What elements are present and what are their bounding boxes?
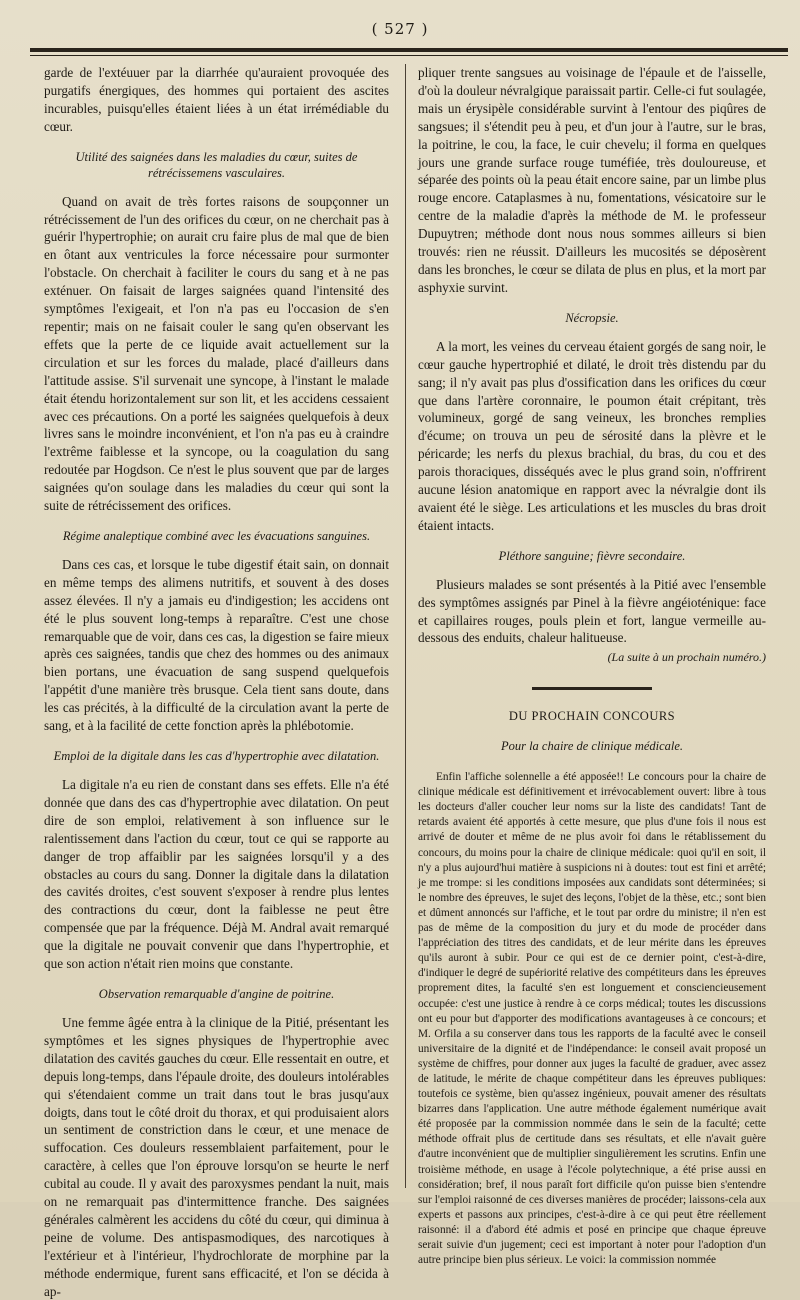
section-title: Régime analeptique combiné avec les évacuations sanguines. [62, 528, 371, 543]
section-title: Pléthore sanguine; fièvre secondaire. [498, 548, 686, 563]
article-heading: DU PROCHAIN CONCOURS [508, 709, 676, 724]
paragraph: Dans ces cas, et lorsque le tube digestif était sain, on donnait en même temps des alimens nutritifs, et souvent à des doses assez élevées. Il n'y a jamais eu d'indigestion; les accidens ont été le plus souvent long-temps à reparaître. C'est une chose remarquable que de voir, dans ces cas, la digestion se faire mieux après ces saignées, tandis que chez des hommes ou des animaux bien portans, une évacuation de sang suspend quelquefois l'appétit d'une manière très brusque. Cela tient sans doute, dans les cas précités, à la difficulté de la circulation avant la perte de sang, et à la facilité de cette fonction après la phlébotomie. [44, 556, 389, 734]
section-title: Nécropsie. [565, 310, 619, 325]
paragraph: Une femme âgée entra à la clinique de la Pitié, présentant les symptômes et les signes physiques de l'hypertrophie avec dilatation des cavités gauches du cœur. Elle ressentait en outre, et depuis long-temps, dans l'épaule droite, des douleurs intolérables qui s'étendaient comme un trait dans tout le bras jusqu'aux doigts, dans tout le côté droit du thorax, et qui produisaient alors un sentiment de constriction dans le cœur, et une menace de suffocation. Ces douleurs ressemblaient parfaitement, pour le caractère, à celles que l'on éprouve lorsqu'on se heurte le nerf cubital au coude. Il y avait des paroxysmes pendant la nuit, mais on ne remarquait pas d'intermittence franche. Des saignées générales calmèrent les accidens du côté du cœur, qui diminua à peine de volume. Des antispasmodiques, des narcotiques à l'extérieur et à l'intérieur, l'hydrochlorate de morphine par la méthode endermique, furent sans efficacité, et l'on se décida à ap- [44, 1014, 389, 1299]
left-column [44, 64, 389, 1300]
header-rule-thin [30, 55, 788, 56]
page-number: ( 527 ) [371, 20, 429, 38]
paragraph: Plusieurs malades se sont présentés à la Pitié avec l'ensemble des symptômes assignés par Pinel à la fièvre angéioténique: face et capillaires rouges, pouls plein et fort, langue vermeille au-dessous des enduits, chaleur halitueuse. [418, 576, 766, 646]
section-title: Observation remarquable d'angine de poitrine. [98, 986, 335, 1001]
paragraph: pliquer trente sangsues au voisinage de l'épaule et de l'aisselle, d'où la douleur névralgique paraissait partir. Celle-ci fut soulagée, mais un érysipèle considérable survint à l'entour des piqûres de sangsues; il s'étendit peu à peu, et d'un jour à l'autre, sur le bras, la poitrine, le cou, la face, le cuir chevelu; il forma en quelques jours une grande surface rouge tuméfiée, très douloureuse, et séparée des points où la peau était encore saine, par un limbe plus rouge encore. Cataplasmes à nu, fomentations, vésicatoire sur le centre de la maladie d'après la méthode de M. le professeur Dupuytren; méthode dont nous nous sommes ailleurs si bien trouvés: rien ne réussit. D'ailleurs les mucosités se déposèrent dans les bronches, le cœur se dilata de plus en plus, et la mort par asphyxie survint. [418, 65, 766, 295]
paragraph: Quand on avait de très fortes raisons de soupçonner un rétrécissement de l'un des orifices du cœur, on ne cherchait pas à guérir l'hypertrophie; on aurait cru faire plus de mal que de bien en ôtant aux ventricules la force nécessaire pour surmonter l'obstacle. On cherchait à faciliter le cours du sang et à ne pas exténuer. On faisait de larges saignées quand l'intensité des symptômes l'exigeait, et l'on n'a pas eu l'occasion de s'en repentir; mais on ne faisait couler le sang qu'en observant les effets que la perte de ce liquide avait actuellement sur la circulation et sur les forces du malade, placé d'ailleurs dans l'attitude assise. S'il survenait une syncope, à l'instant le malade était étendu horizontalement sur son lit, et les accidens cessaient avec ces précautions. On a porté les saignées quelquefois à deux livres sans le moindre inconvénient, et l'on n'a pas eu à craindre l'extrême faiblesse et la syncope, ou la coagulation du sang redoutée par Hogdson. Ce n'est le plus souvent que par de larges saignées qu'on soulage dans les maladies du cœur qui sont la suite de rétrécissement des orifices. [44, 193, 389, 514]
column-separator [405, 64, 406, 1188]
header-rule-thick [30, 48, 788, 52]
section-title: Utilité des saignées dans les maladies du cœur, suites de rétrécissemens vasculaires. [75, 149, 358, 180]
continuation-note: (La suite à un prochain numéro.) [607, 650, 766, 665]
article-subheading: Pour la chaire de clinique médicale. [500, 739, 684, 754]
article-divider [532, 687, 652, 690]
paragraph: garde de l'extéuuer par la diarrhée qu'auraient provoquée des purgatifs énergiques, des hommes qui portaient des ascites incurables, puisqu'elles étaient liées à un état irrémédiable du cœur. [44, 65, 389, 134]
paragraph: La digitale n'a eu rien de constant dans ses effets. Elle n'a été donnée que dans des cas d'hypertrophie avec dilatation. On peut dire de son emploi, relativement à son influence sur le ralentissement dans l'action du cœur, tout ce qui se rapporte au danger de trop affaiblir par les saignées lorsqu'il y a des obstacles au cours du sang. Donner la digitale dans la dilatation des cavités droites, c'est souvent s'exposer à rendre plus lentes des contractions du cœur, dont la faiblesse ne peut être compensée que par la fréquence. Déjà M. Andral avait remarqué que la digitale ne pouvait convenir que dans l'hypertrophie, et que son action n'était rien moins que constante. [44, 777, 389, 972]
paragraph: Enfin l'affiche solennelle a été apposée!! Le concours pour la chaire de clinique médicale est définitivement et irrévocablement ouvert: libre à tous les docteurs d'aller coucher leur noms sur la liste des candidats! Tant de retards avaient été apportés à cette mesure, que plus d'une fois il nous est arrivé de douter et même de ne plus avoir foi dans le rétablissement du concours, du moins pour la chaire de clinique médicale: quoi qu'il en soit, il n'y a plus aujourd'hui matière à suspicions ni à doutes: tout est fini et arrêté; je me trompe: si les conditions imposées aux candidats sont déterminées; si le nombre des épreuves, le sujet des leçons, l'objet de la thèse, etc.; sont bien et dûment annoncés sur l'affiche, et le tout par ordre du ministre; il n'en est pas de même de la composition du jury et du mode de procéder dans l'appréciation des titres des candidats, et de leur mérite dans les épreuves qu'ils auront à subir. Pour ce qui est de ce dernier point, c'est-à-dire, d'indiquer le degré de supériorité relative des compétiteurs dans les épreuves proprement dites, la faculté s'en est longuement et consciencieusement occupée: c'est une justice à rendre à ce corps médical; toutes les discussions ont eu pour but d'apporter des modifications avantageuses à ce concours; et M. Orfila a su conserver dans tous les rapports de la faculté avec le conseil universitaire de la dignité et de l'indépendance: le conseil avait proposé un système de chiffres, pour donner aux juges la faculté de graduer, avec assez de latitude, le mérite de chaque compétiteur dans les épreuves publiques: toutefois ce système, bien qu'assez ingénieux, pouvait amener des résultats bizarres dans l'application. Une autre méthode également numérique avait été proposée par la commission nommée dans le sein de la faculté; cette méthode offrait plus de certitude dans ses résultats, et elle n'avait guère d'autre inconvénient que de multiplier singulièrement les scrutins. Enfin une troisième méthode, en usage à l'école polytechnique, a été prise aussi en considération; bref, il nous paraît fort difficile qu'on puisse bien s'entendre sur l'emploi raisonné de ces diverses manières de procéder; laissons-cela aux experts et passons aux principes, c'est-à-dire à ce qui peut être réellement raisonné: il a d'abord été admis et posé en principe que chaque épreuve serait suivie d'un jugement; ceci est important à noter pour l'adoption d'un autre principe bien plus sérieux. Le voici: la commission nommée [418, 771, 766, 1267]
right-column [418, 64, 766, 1268]
paragraph: A la mort, les veines du cerveau étaient gorgés de sang noir, le cœur gauche hypertrophié et dilaté, le droit très distendu par du sang; il n'y avait pas plus d'ossification dans les orifices du cœur que dans l'artère coronnaire, le poumon était crépitant, très volumineux, gorgé de sang veineux, les bronches remplies d'écume; on trouva un peu de sérosité dans la plèvre et le péricarde; les nerfs du plexus brachial, du bras, du cou et des parois thoraciques, disséqués avec le plus grand soin, n'offrirent aucune lésion anatomique en rapport avec la névralgie dont ils avaient été le siège. Les articulations et les muscles du bras droit étaient intacts. [418, 338, 766, 533]
section-title: Emploi de la digitale dans les cas d'hypertrophie avec dilatation. [53, 749, 380, 763]
